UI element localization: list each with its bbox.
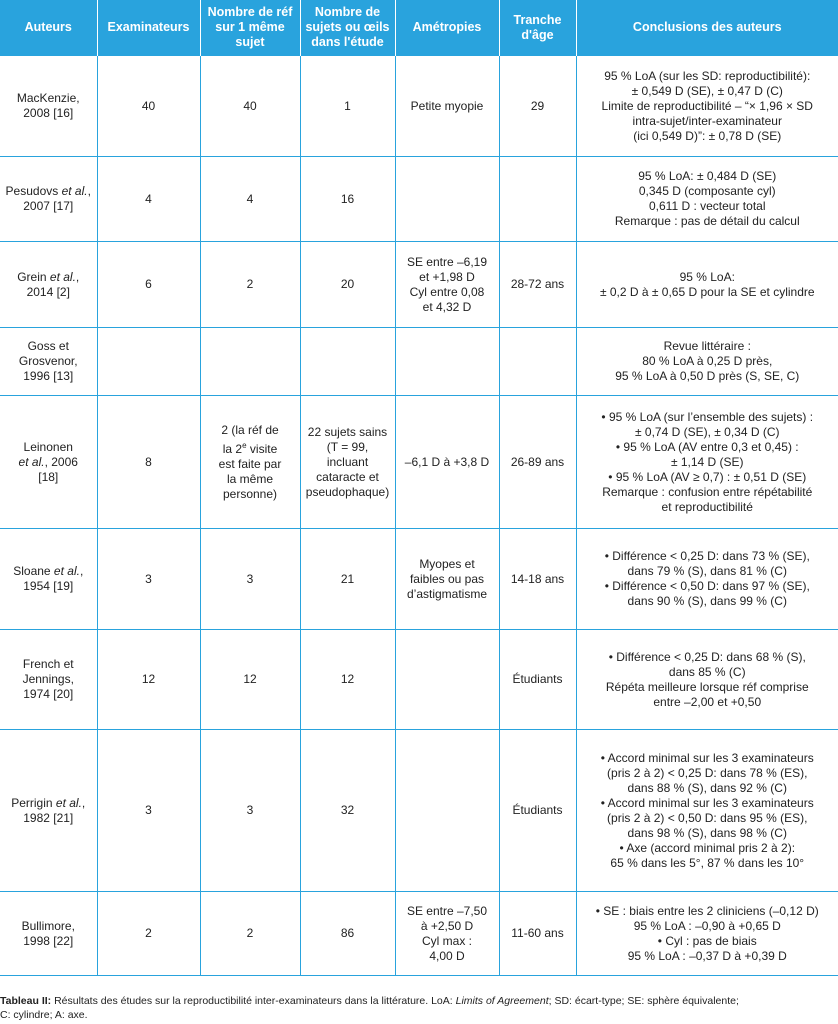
cell-nombre-ref: 3 [200, 730, 300, 892]
cell-auteur: French et Jennings, 1974 [20] [0, 630, 97, 730]
cell-auteur: Bullimore, 1998 [22] [0, 892, 97, 976]
cell-nombre-ref: 2 [200, 242, 300, 328]
cell-ametropies: Myopes et faibles ou pas d’astigmatisme [395, 529, 499, 630]
cell-nombre-sujets: 21 [300, 529, 395, 630]
cell-examinateurs: 40 [97, 56, 200, 157]
cell-conclusions: Revue littéraire : 80 % LoA à 0,25 D près, 95 % LoA à 0,50 D près (S, SE, C) [576, 328, 838, 396]
table-row [0, 529, 838, 630]
cell-nombre-ref [200, 328, 300, 396]
cell-auteur: Pesudovs et al., 2007 [17] [0, 157, 97, 242]
cell-examinateurs: 2 [97, 892, 200, 976]
header-row [0, 0, 838, 56]
cell-ametropies [395, 157, 499, 242]
cell-nombre-ref: 2 [200, 892, 300, 976]
cell-conclusions: 95 % LoA: ± 0,484 D (SE) 0,345 D (composante cyl) 0,611 D : vecteur total Remarque : pas de détail du calcul [576, 157, 838, 242]
cell-tranche-age: 11-60 ans [499, 892, 576, 976]
cell-conclusions: • 95 % LoA (sur l’ensemble des sujets) : ± 0,74 D (SE), ± 0,34 D (C) • 95 % LoA (AV entre 0,3 et 0,45) : ± 1,14 D (SE) • 95 % LoA (AV ≥ 0,7) : ± 0,51 D (SE) Remarque : confusion entre répétabilité et reproductibilité [576, 396, 838, 529]
cell-examinateurs: 12 [97, 630, 200, 730]
cell-ametropies: Petite myopie [395, 56, 499, 157]
cell-nombre-sujets [300, 328, 395, 396]
cell-nombre-sujets: 1 [300, 56, 395, 157]
cell-auteur: MacKenzie, 2008 [16] [0, 56, 97, 157]
table-row [0, 892, 838, 976]
table-row [0, 328, 838, 396]
cell-tranche-age: 14-18 ans [499, 529, 576, 630]
cell-conclusions: • SE : biais entre les 2 cliniciens (–0,12 D) 95 % LoA : –0,90 à +0,65 D • Cyl : pas de biais 95 % LoA : –0,37 D à +0,39 D [576, 892, 838, 976]
table-row [0, 157, 838, 242]
cell-examinateurs: 6 [97, 242, 200, 328]
cell-auteur: Leinonen et al., 2006 [18] [0, 396, 97, 529]
cell-tranche-age: 29 [499, 56, 576, 157]
col-header-ametropies: Amétropies [395, 0, 499, 56]
col-header-nombre-sujets: Nombre de sujets ou œils dans l'étude [300, 0, 395, 56]
cell-auteur: Perrigin et al., 1982 [21] [0, 730, 97, 892]
table-caption: Tableau II: Résultats des études sur la reproductibilité inter-examinateurs dans la littérature. LoA: Limits of Agreement; SD: écart-type; SE: sphère équivalente; C: cylindre; A: axe. [0, 995, 739, 1021]
cell-examinateurs [97, 328, 200, 396]
cell-ametropies: SE entre –7,50 à +2,50 D Cyl max : 4,00 D [395, 892, 499, 976]
cell-nombre-ref: 12 [200, 630, 300, 730]
cell-ametropies [395, 328, 499, 396]
cell-tranche-age: Étudiants [499, 730, 576, 892]
cell-examinateurs: 4 [97, 157, 200, 242]
cell-conclusions: • Différence < 0,25 D: dans 73 % (SE), dans 79 % (S), dans 81 % (C) • Différence < 0,50 D: dans 97 % (SE), dans 90 % (S), dans 99 % (C) [576, 529, 838, 630]
cell-conclusions: 95 % LoA (sur les SD: reproductibilité): ± 0,549 D (SE), ± 0,47 D (C) Limite de reproductibilité – “× 1,96 × SD intra-sujet/inter-examinateur (ici 0,549 D)”: ± 0,78 D (SE) [576, 56, 838, 157]
cell-nombre-sujets: 12 [300, 630, 395, 730]
cell-nombre-sujets: 32 [300, 730, 395, 892]
cell-auteur: Goss et Grosvenor, 1996 [13] [0, 328, 97, 396]
table-row [0, 730, 838, 892]
cell-tranche-age [499, 157, 576, 242]
cell-tranche-age: 28-72 ans [499, 242, 576, 328]
cell-examinateurs: 8 [97, 396, 200, 529]
cell-ametropies [395, 630, 499, 730]
cell-nombre-ref: 40 [200, 56, 300, 157]
cell-conclusions: • Différence < 0,25 D: dans 68 % (S), dans 85 % (C) Répéta meilleure lorsque réf comprise entre –2,00 et +0,50 [576, 630, 838, 730]
cell-conclusions: • Accord minimal sur les 3 examinateurs (pris 2 à 2) < 0,25 D: dans 78 % (ES), dans 88 % (S), dans 92 % (C) • Accord minimal sur les 3 examinateurs (pris 2 à 2) < 0,50 D: dans 95 % (ES), dans 98 % (S), dans 98 % (C) • Axe (accord minimal pris 2 à 2): 65 % dans les 5°, 87 % dans les 10° [576, 730, 838, 892]
cell-ametropies: –6,1 D à +3,8 D [395, 396, 499, 529]
col-header-conclusions: Conclusions des auteurs [576, 0, 838, 56]
col-header-nombre-ref: Nombre de réf sur 1 même sujet [200, 0, 300, 56]
caption-label: Tableau II: [0, 995, 52, 1007]
cell-tranche-age [499, 328, 576, 396]
cell-tranche-age: Étudiants [499, 630, 576, 730]
cell-nombre-sujets: 20 [300, 242, 395, 328]
cell-nombre-sujets: 86 [300, 892, 395, 976]
col-header-auteurs: Auteurs [0, 0, 97, 56]
cell-auteur: Grein et al., 2014 [2] [0, 242, 97, 328]
cell-nombre-ref: 3 [200, 529, 300, 630]
cell-examinateurs: 3 [97, 730, 200, 892]
cell-auteur: Sloane et al., 1954 [19] [0, 529, 97, 630]
cell-nombre-ref: 4 [200, 157, 300, 242]
table-row [0, 56, 838, 157]
cell-examinateurs: 3 [97, 529, 200, 630]
table-row [0, 630, 838, 730]
table-row [0, 242, 838, 328]
cell-ametropies [395, 730, 499, 892]
col-header-tranche-age: Tranche d'âge [499, 0, 576, 56]
col-header-examinateurs: Examinateurs [97, 0, 200, 56]
cell-tranche-age: 26-89 ans [499, 396, 576, 529]
cell-nombre-sujets: 16 [300, 157, 395, 242]
cell-ametropies: SE entre –6,19 et +1,98 D Cyl entre 0,08 et 4,32 D [395, 242, 499, 328]
cell-conclusions: 95 % LoA: ± 0,2 D à ± 0,65 D pour la SE et cylindre [576, 242, 838, 328]
cell-nombre-sujets: 22 sujets sains (T = 99, incluant cataracte et pseudophaque) [300, 396, 395, 529]
table-row [0, 396, 838, 529]
cell-nombre-ref: 2 (la réf de la 2e visite est faite par la même personne) [200, 396, 300, 529]
